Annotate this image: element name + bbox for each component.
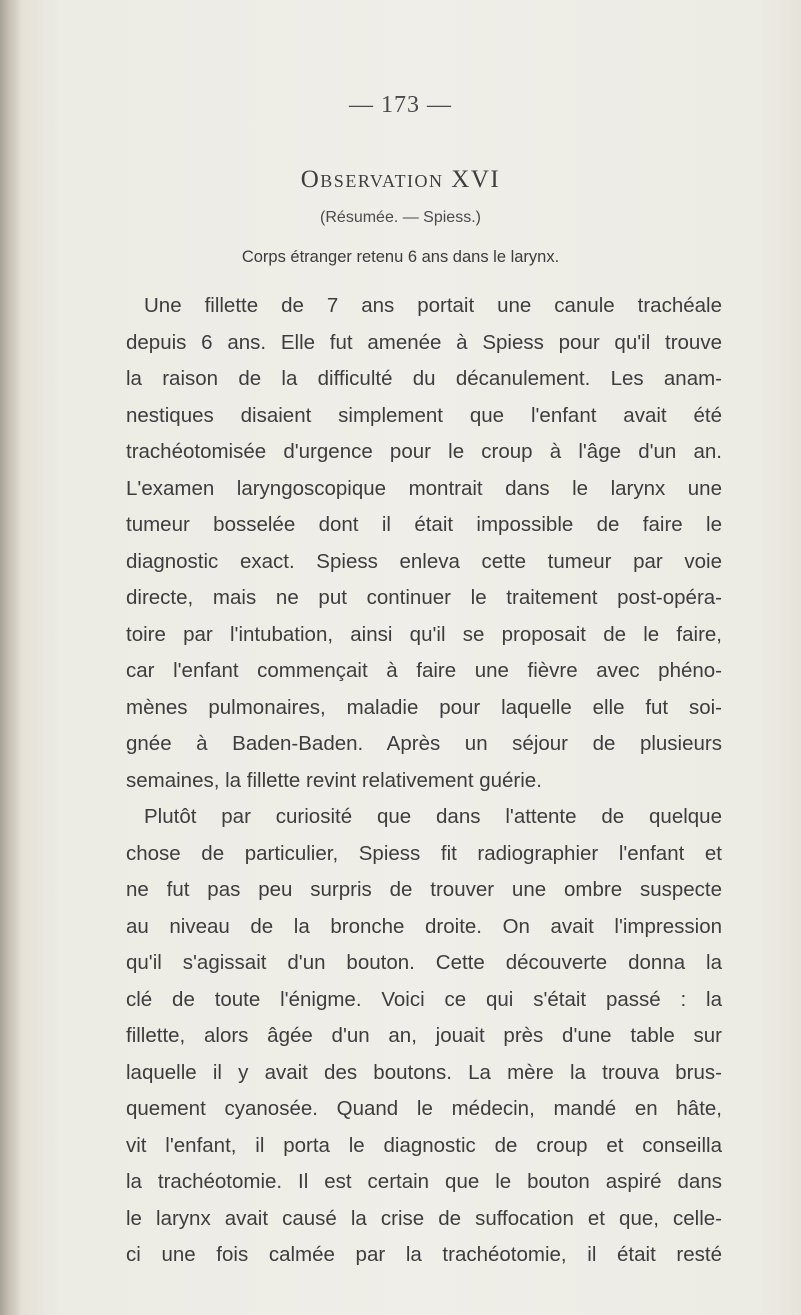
text-line: clé de toute l'énigme. Voici ce qui s'était passé : la (126, 987, 722, 1011)
page-gutter-shadow (0, 0, 22, 1315)
text-line: le larynx avait causé la crise de suffocation et que, celle- (126, 1206, 722, 1230)
text-line: qu'il s'agissait d'un bouton. Cette découverte donna la (126, 951, 722, 974)
text-line: quement cyanosée. Quand le médecin, mandé en hâte, (126, 1097, 722, 1120)
observation-title: Observation XVI (300, 166, 501, 193)
text-line: car l'enfant commençait à faire une fièvre avec phéno- (126, 659, 722, 682)
text-line: fillette, alors âgée d'un an, jouait près d'une table sur (126, 1024, 722, 1047)
observation-summary: (Résumée. — Spiess.) (320, 209, 481, 226)
body-text (126, 288, 722, 1274)
text-line: laquelle il y avait des boutons. La mère la trouva brus- (126, 1060, 722, 1084)
text-line: Plutôt par curiosité que dans l'attente de quelque (144, 805, 722, 828)
text-line: Une fillette de 7 ans portait une canule trachéale (144, 294, 722, 317)
observation-subject: Corps étranger retenu 6 ans dans le larynx. (241, 248, 560, 266)
text-line: directe, mais ne put continuer le traitement post-opéra- (126, 586, 722, 609)
page-number: — 173 — (349, 92, 452, 118)
text-line: ne fut pas peu surpris de trouver une ombre suspecte (126, 878, 722, 901)
text-line: semaines, la fillette revint relativement guérie. (126, 768, 542, 792)
text-line: la trachéotomie. Il est certain que le bouton aspiré dans (126, 1170, 722, 1193)
text-line: mènes pulmonaires, maladie pour laquelle elle fut soi- (126, 695, 722, 719)
text-line: nestiques disaient simplement que l'enfant avait été (126, 403, 722, 427)
text-line: depuis 6 ans. Elle fut amenée à Spiess pour qu'il trouve (126, 330, 722, 354)
text-line: diagnostic exact. Spiess enleva cette tumeur par voie (126, 549, 722, 573)
text-line: tumeur bosselée dont il était impossible de faire le (126, 513, 722, 536)
text-line: au niveau de la bronche droite. On avait l'impression (126, 914, 722, 938)
text-line: la raison de la difficulté du décanulement. Les anam- (126, 367, 722, 390)
text-line: ci une fois calmée par la trachéotomie, il était resté (126, 1243, 722, 1266)
text-line: chose de particulier, Spiess fit radiographier l'enfant et (126, 841, 722, 865)
text-line: toire par l'intubation, ainsi qu'il se proposait de le faire, (126, 622, 722, 646)
text-line: L'examen laryngoscopique montrait dans le larynx une (126, 476, 722, 500)
text-line: trachéotomisée d'urgence pour le croup à l'âge d'un an. (126, 440, 722, 463)
text-line: vit l'enfant, il porta le diagnostic de croup et conseilla (126, 1133, 722, 1157)
text-line: gnée à Baden-Baden. Après un séjour de plusieurs (126, 732, 722, 755)
